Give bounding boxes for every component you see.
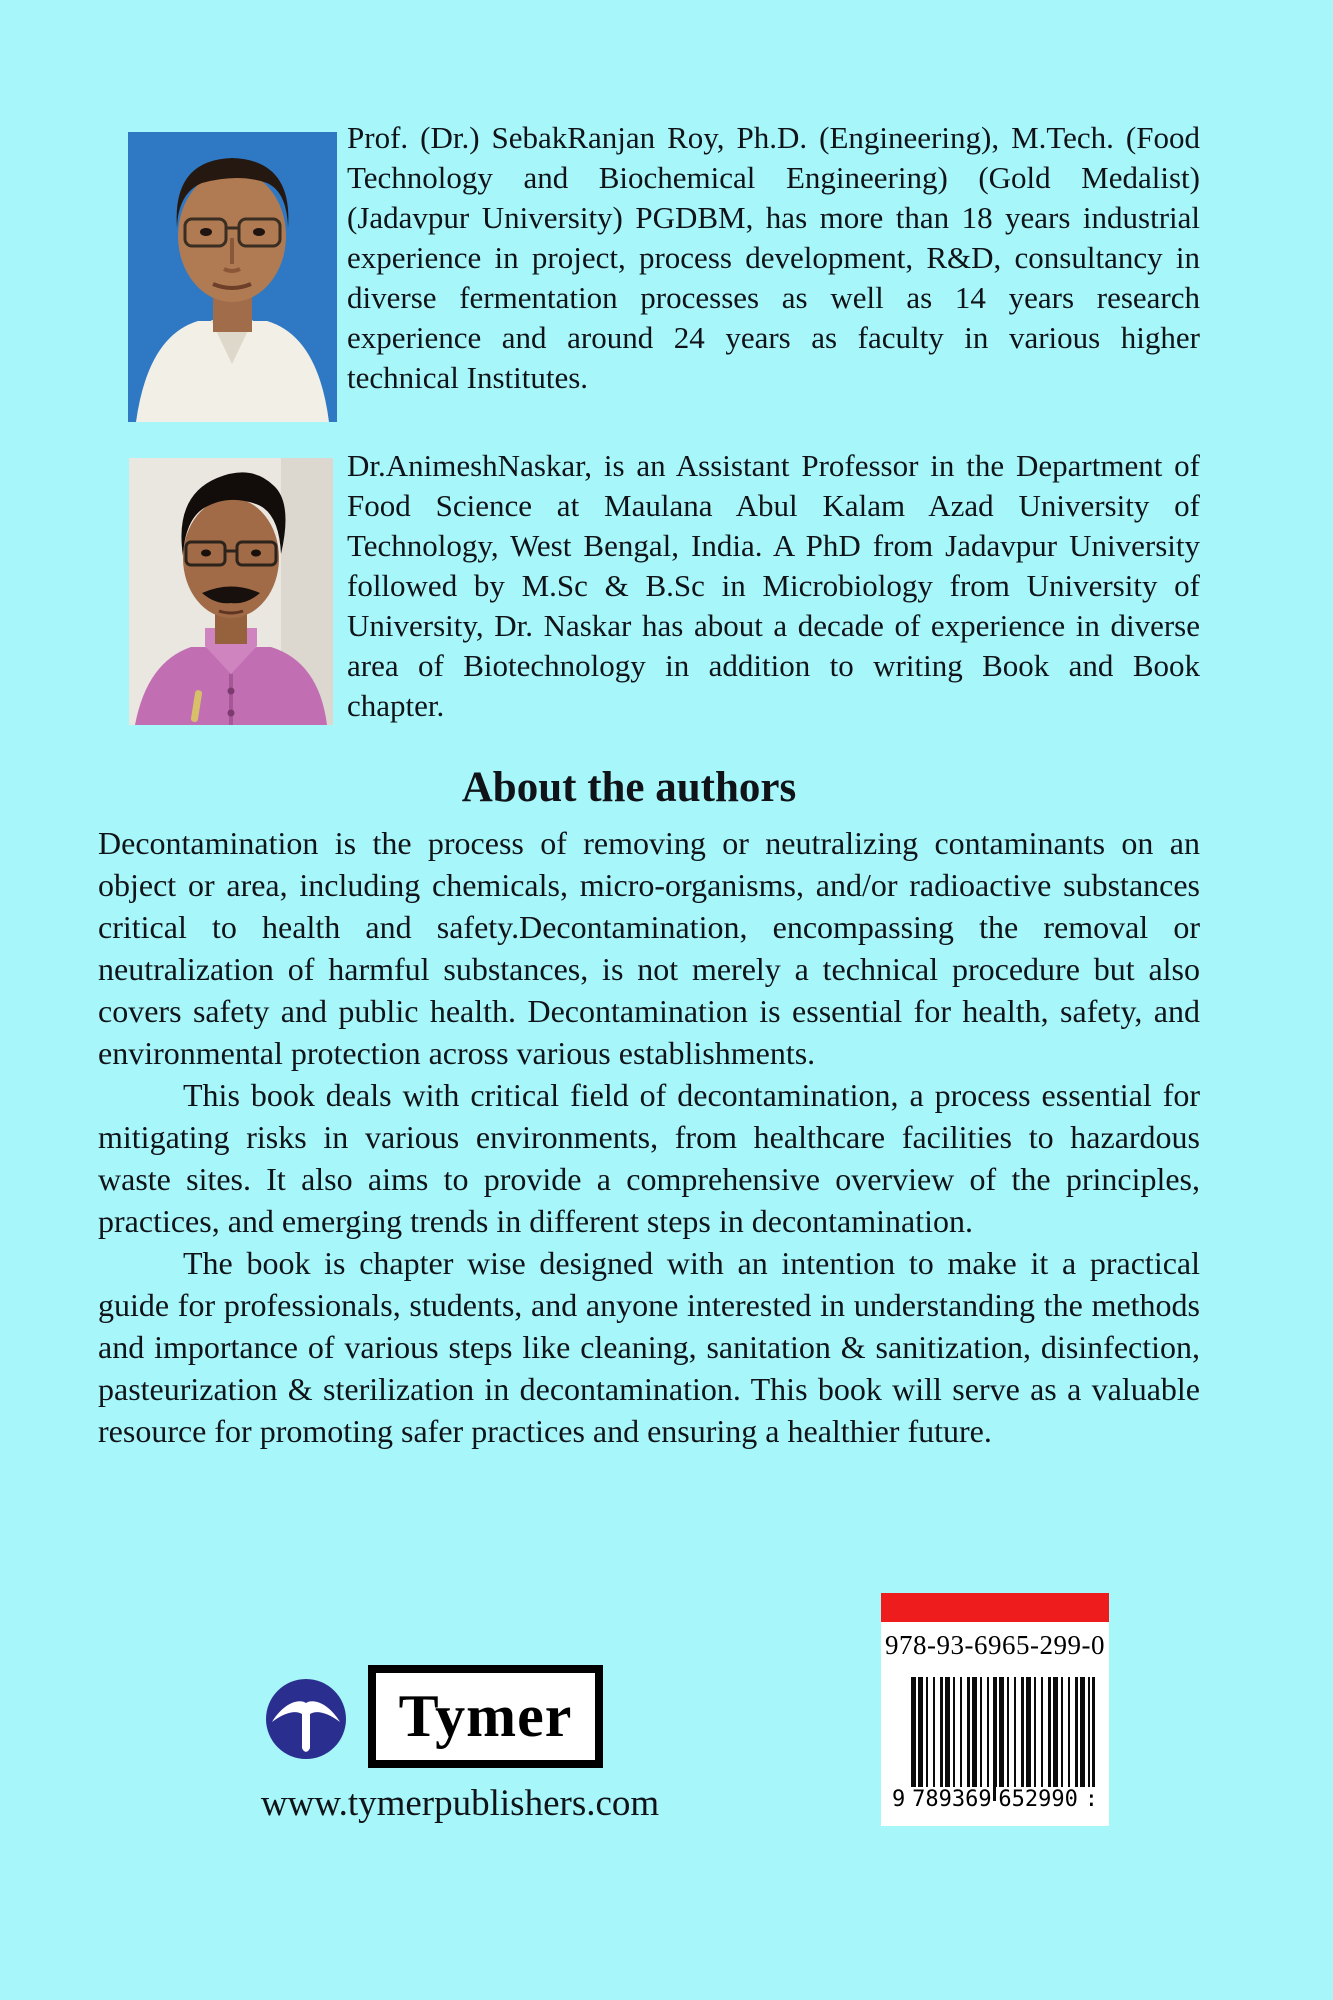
publisher-name: Tymer: [398, 1683, 573, 1749]
portrait-man-pink-shirt: [129, 458, 333, 725]
publisher-logo-icon: [264, 1677, 348, 1761]
barcode-red-band: [881, 1593, 1109, 1622]
barcode-digits: [891, 1787, 1099, 1812]
author-bio-1: Prof. (Dr.) SebakRanjan Roy, Ph.D. (Engineering), M.Tech. (Food Technology and Biochemical Engineering) (Gold Medalist)(Jadavpur University) PGDBM, has more than 18 years industrial experience in project, process development, R&D, consultancy in diverse fermentation processes as well as 14 years research experience and around 24 years as faculty in various higher technical Institutes.: [347, 120, 1200, 395]
description-paragraph-3: The book is chapter wise designed with an intention to make it a practical guide for professionals, students, and anyone interested in understanding the methods and importance of various steps like cleaning, sanitation & sanitization, disinfection, pasteurization & sterilization in decontamination. This book will serve as a valuable resource for promoting safer practices and ensuring a healthier future.: [98, 1245, 1200, 1449]
description-paragraph-2: This book deals with critical field of decontamination, a process essential for mitigating risks in various environments, from healthcare facilities to hazardous waste sites. It also aims to provide a comprehensive overview of the principles, practices, and emerging trends in different steps in decontamination.: [98, 1077, 1200, 1239]
barcode-guard-bar: [911, 1677, 914, 1801]
barcode-quiet-zone-mark: :: [1084, 1787, 1098, 1812]
book-description: [98, 822, 1200, 1452]
isbn-barcode: [881, 1593, 1109, 1826]
author-photo-2: [129, 458, 333, 725]
tymer-t-emblem-icon: [264, 1677, 348, 1761]
isbn-number: 978-93-6965-299-0: [885, 1630, 1105, 1660]
author-photo-1: [128, 132, 337, 422]
barcode-bars: [913, 1677, 1095, 1787]
barcode-digit-group: 652990: [998, 1787, 1078, 1812]
publisher-logo-wordmark: [368, 1665, 603, 1768]
portrait-man-white-shirt: [128, 132, 337, 422]
description-paragraph-1: Decontamination is the process of removing or neutralizing contaminants on an object or area, including chemicals, micro-organisms, and/or radioactive substances critical to health and safety.Decontamination, encompassing the removal or neutralization of harmful substances, is not merely a technical procedure but also covers safety and public health. Decontamination is essential for health, safety, and environmental protection across various establishments.: [98, 825, 1200, 1071]
barcode-digit-group: 9: [892, 1787, 906, 1812]
barcode-digit-group: 789369: [912, 1787, 992, 1812]
author-bio-2: Dr.AnimeshNaskar, is an Assistant Professor in the Department of Food Science at Maulana Abul Kalam Azad University of Technology, West Bengal, India. A PhD from Jadavpur University followed by M.Sc & B.Sc in Microbiology from University of University, Dr. Naskar has about a decade of experience in diverse area of Biotechnology in addition to writing Book and Book chapter.: [347, 448, 1200, 723]
barcode-guard-bar: [993, 1677, 996, 1801]
barcode-guard-bar: [1092, 1677, 1095, 1801]
section-heading: About the authors: [461, 764, 797, 811]
publisher-website: www.tymerpublishers.com: [260, 1783, 660, 1824]
